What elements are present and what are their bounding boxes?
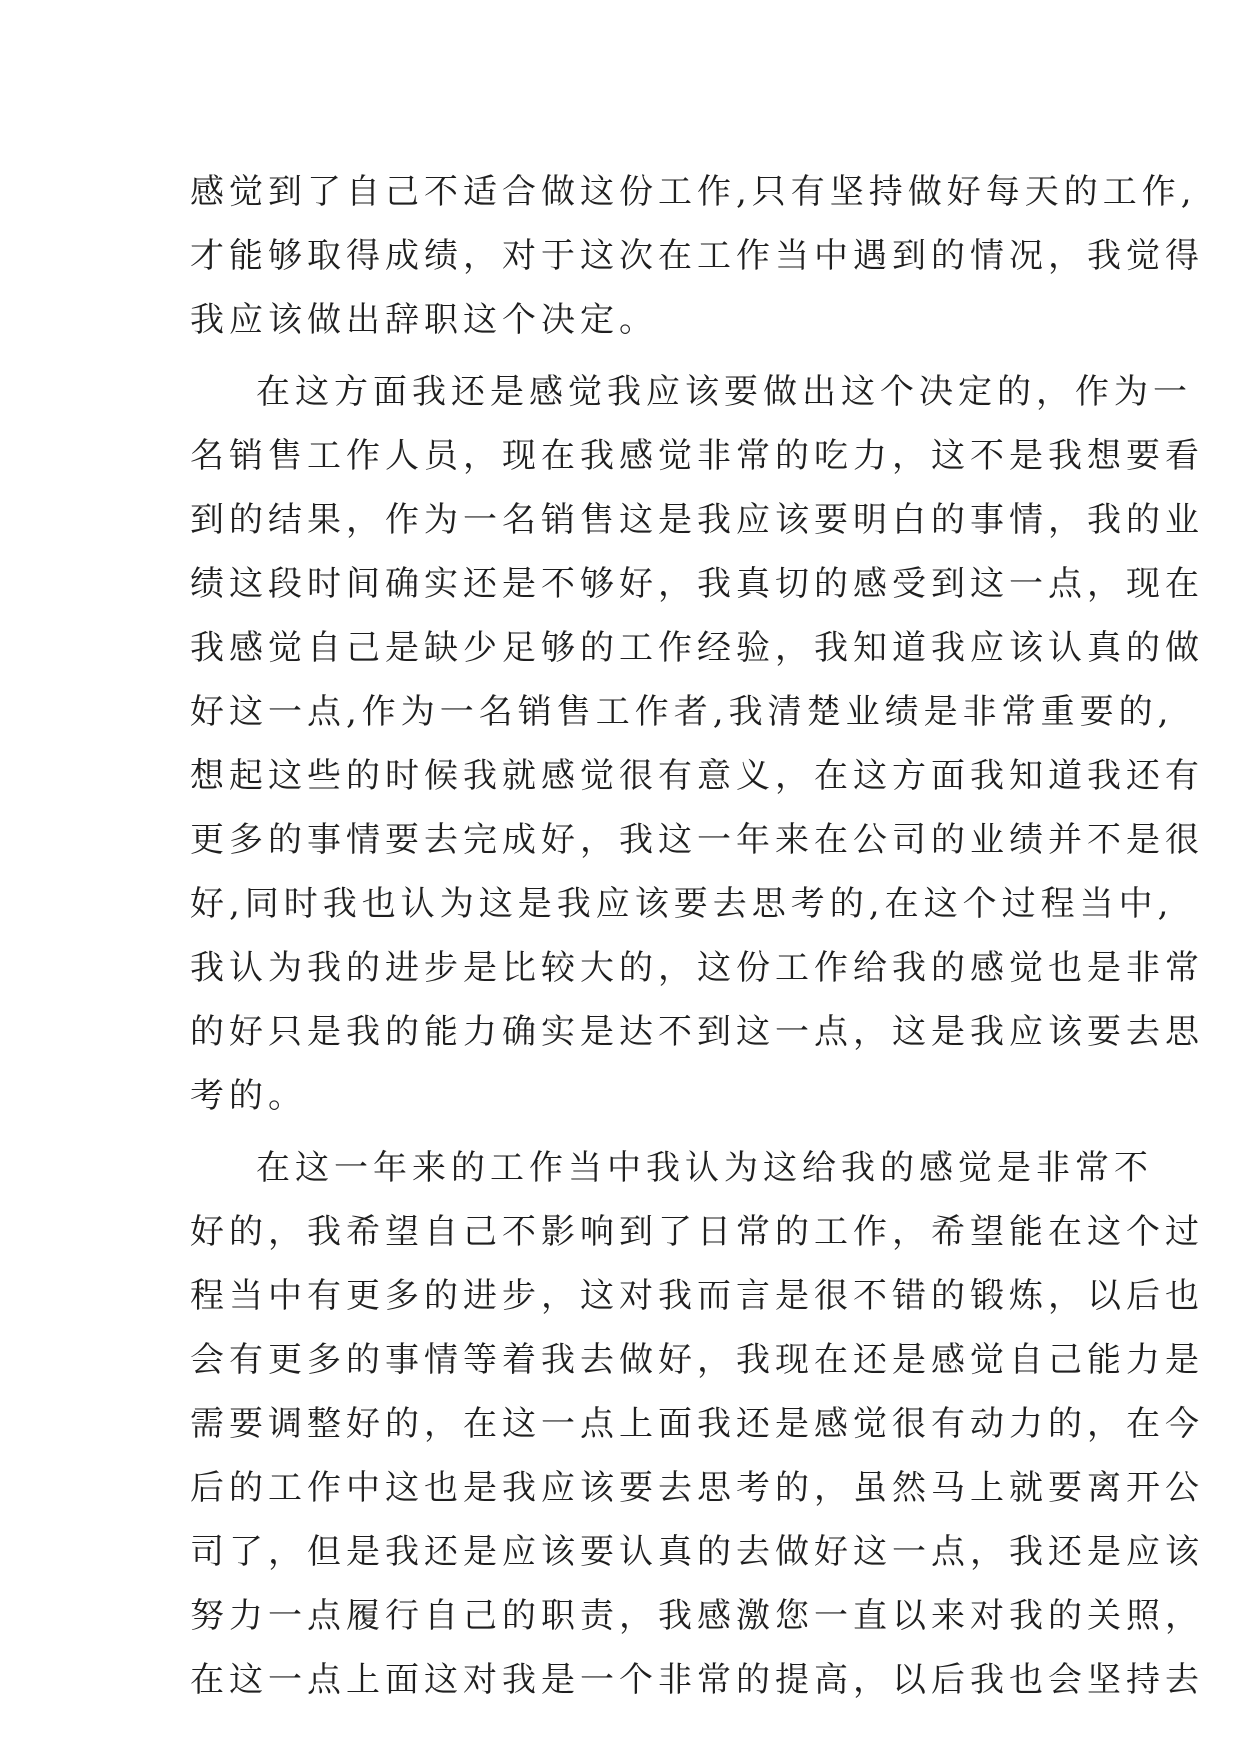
text-line: 我认为我的进步是比较大的，这份工作给我的感觉也是非常 [190, 948, 1204, 988]
text-line: 在这一点上面这对我是一个非常的提高，以后我也会坚持去 [190, 1660, 1204, 1700]
text-line: 我感觉自己是缺少足够的工作经验，我知道我应该认真的做 [190, 628, 1204, 668]
paragraph-first-line: 在这一年来的工作当中我认为这给我的感觉是非常不 [256, 1148, 1153, 1188]
text-line: 到的结果，作为一名销售这是我应该要明白的事情，我的业 [190, 500, 1204, 540]
text-line: 考的。 [190, 1076, 307, 1116]
text-line: 我应该做出辞职这个决定。 [190, 300, 658, 340]
text-line: 好这一点,作为一名销售工作者,我清楚业绩是非常重要的, [190, 692, 1174, 732]
text-line: 会有更多的事情等着我去做好，我现在还是感觉自己能力是 [190, 1340, 1204, 1380]
text-line: 程当中有更多的进步，这对我而言是很不错的锻炼，以后也 [190, 1276, 1204, 1316]
text-line: 想起这些的时候我就感觉很有意义，在这方面我知道我还有 [190, 756, 1204, 796]
body-text [190, 160, 1204, 1712]
text-line: 的好只是我的能力确实是达不到这一点，这是我应该要去思 [190, 1012, 1204, 1052]
text-line: 好,同时我也认为这是我应该要去思考的,在这个过程当中, [190, 884, 1174, 924]
text-line: 司了，但是我还是应该要认真的去做好这一点，我还是应该 [190, 1532, 1204, 1572]
paragraph-first-line: 在这方面我还是感觉我应该要做出这个决定的，作为一 [256, 372, 1192, 412]
text-line: 才能够取得成绩，对于这次在工作当中遇到的情况，我觉得 [190, 236, 1204, 276]
text-line: 感觉到了自己不适合做这份工作,只有坚持做好每天的工作, [190, 172, 1197, 212]
text-line: 好的，我希望自己不影响到了日常的工作，希望能在这个过 [190, 1212, 1204, 1252]
text-line: 需要调整好的，在这一点上面我还是感觉很有动力的，在今 [190, 1404, 1204, 1444]
text-line: 绩这段时间确实还是不够好，我真切的感受到这一点，现在 [190, 564, 1204, 604]
text-line: 更多的事情要去完成好，我这一年来在公司的业绩并不是很 [190, 820, 1204, 860]
text-line: 努力一点履行自己的职责，我感激您一直以来对我的关照， [190, 1596, 1204, 1636]
text-line: 后的工作中这也是我应该要去思考的，虽然马上就要离开公 [190, 1468, 1204, 1508]
text-line: 名销售工作人员，现在我感觉非常的吃力，这不是我想要看 [190, 436, 1204, 476]
